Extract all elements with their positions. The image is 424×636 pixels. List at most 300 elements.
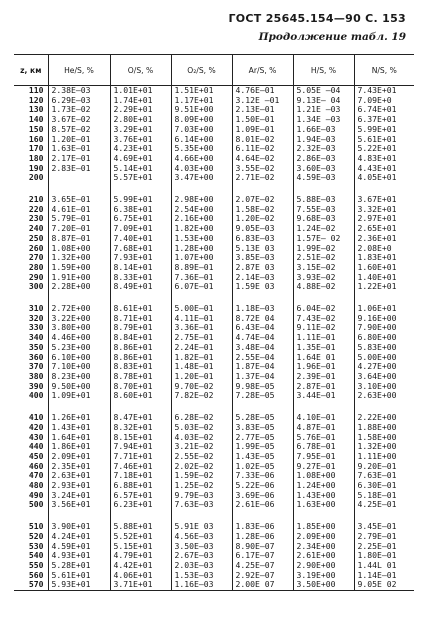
value-cell: 4.56E—03 bbox=[171, 532, 232, 542]
spacer-cell bbox=[354, 292, 414, 304]
value-cell: 2.93E+01 bbox=[48, 481, 110, 491]
value-cell: 4.88E—02 bbox=[293, 282, 354, 292]
value-cell: 1.01E+01 bbox=[110, 86, 171, 96]
value-cell: 5.15E+01 bbox=[110, 542, 171, 552]
value-cell: 4.76E—01 bbox=[232, 86, 293, 96]
value-cell: 4.11E—01 bbox=[171, 314, 232, 324]
table-row bbox=[14, 282, 414, 292]
value-cell: 4.59E—03 bbox=[293, 173, 354, 183]
value-cell: 1.94E—03 bbox=[293, 135, 354, 145]
value-cell: 8.86E+01 bbox=[110, 343, 171, 353]
value-cell: 1.53E+00 bbox=[171, 234, 232, 244]
value-cell: 3.67E—02 bbox=[48, 115, 110, 125]
spacer-cell bbox=[110, 510, 171, 522]
value-cell: 1.43E+01 bbox=[48, 423, 110, 433]
value-cell: 5.03E—02 bbox=[171, 423, 232, 433]
value-cell bbox=[48, 173, 110, 183]
value-cell: 1.64E+01 bbox=[48, 433, 110, 443]
spacer-cell bbox=[14, 183, 48, 195]
value-cell: 2.38E—03 bbox=[48, 86, 110, 96]
value-cell: 2.51E—02 bbox=[293, 253, 354, 263]
value-cell: 1.37E—04 bbox=[232, 372, 293, 382]
value-cell: 8.47E+01 bbox=[110, 413, 171, 423]
value-cell: 1.09E+01 bbox=[48, 391, 110, 401]
table-row bbox=[14, 304, 414, 314]
altitude-cell: 570 bbox=[14, 580, 48, 590]
spacer-cell bbox=[171, 292, 232, 304]
altitude-cell: 290 bbox=[28, 272, 44, 282]
value-cell: 2.07E—02 bbox=[232, 195, 293, 205]
value-cell: 1.28E+00 bbox=[171, 244, 232, 254]
altitude-cell: 550 bbox=[28, 560, 44, 570]
value-cell: 1.80E—01 bbox=[354, 551, 414, 561]
value-cell: 7.63E—01 bbox=[354, 471, 414, 481]
value-cell: 4.25E—07 bbox=[232, 561, 293, 571]
altitude-cell: 400 bbox=[28, 391, 44, 401]
table-row bbox=[14, 571, 414, 581]
value-cell: 5.23E+00 bbox=[48, 343, 110, 353]
value-cell: 1.48E—01 bbox=[171, 362, 232, 372]
value-cell: 1.26E+01 bbox=[48, 413, 110, 423]
altitude-cell: 480 bbox=[28, 481, 44, 491]
table-row bbox=[14, 164, 414, 174]
value-cell: 8.33E+01 bbox=[110, 273, 171, 283]
value-cell: 6.80E+00 bbox=[354, 333, 414, 343]
value-cell: 4.43E+01 bbox=[354, 164, 414, 174]
value-cell: 8.09E+00 bbox=[171, 115, 232, 125]
value-cell: 5.76E—01 bbox=[293, 433, 354, 443]
value-cell: 2.61E—06 bbox=[232, 500, 293, 510]
value-cell: 1.59E+00 bbox=[48, 263, 110, 273]
value-cell: 1.08E+00 bbox=[48, 244, 110, 254]
value-cell: 8.15E+01 bbox=[110, 433, 171, 443]
value-cell: 1.43E—05 bbox=[232, 452, 293, 462]
value-cell: 3.48E—04 bbox=[232, 343, 293, 353]
value-cell: 9.79E—03 bbox=[171, 491, 232, 501]
value-cell: 3.93E—02 bbox=[293, 273, 354, 283]
value-cell: 5.79E—01 bbox=[48, 214, 110, 224]
spacer-cell bbox=[14, 401, 48, 413]
value-cell: 2.63E+00 bbox=[354, 391, 414, 401]
table-row bbox=[14, 224, 414, 234]
value-cell: 2.36E+01 bbox=[354, 234, 414, 244]
table-row bbox=[14, 105, 414, 115]
value-cell: 2.25E—01 bbox=[354, 542, 414, 552]
value-cell: 8.60E+01 bbox=[110, 391, 171, 401]
value-cell: 7.03E+00 bbox=[171, 125, 232, 135]
value-cell: 7.43E+01 bbox=[354, 86, 414, 96]
value-cell: 1.83E—06 bbox=[232, 522, 293, 532]
column-header-he: He/S, % bbox=[48, 55, 110, 86]
value-cell: 8.01E—02 bbox=[232, 135, 293, 145]
value-cell: 1.21E —03 bbox=[293, 105, 354, 115]
value-cell: 3.15E—02 bbox=[293, 263, 354, 273]
altitude-cell: 220 bbox=[28, 204, 44, 214]
table-row bbox=[14, 173, 414, 183]
value-cell: 2.32E—03 bbox=[293, 144, 354, 154]
value-cell: 1.63E—01 bbox=[48, 144, 110, 154]
value-cell: 3.69E—06 bbox=[232, 491, 293, 501]
spacer-cell bbox=[110, 401, 171, 413]
table-row bbox=[14, 481, 414, 491]
value-cell: 2.90E+00 bbox=[293, 561, 354, 571]
value-cell: 1.07E+00 bbox=[171, 253, 232, 263]
spacer-cell bbox=[354, 183, 414, 195]
value-cell: 8.14E+01 bbox=[110, 263, 171, 273]
value-cell: 1.99E—02 bbox=[293, 244, 354, 254]
value-cell: 2.35E+01 bbox=[48, 462, 110, 472]
altitude-cell: 530 bbox=[28, 541, 44, 551]
value-cell: 8.90E—07 bbox=[232, 542, 293, 552]
spacer-cell bbox=[232, 292, 293, 304]
altitude-cell: 160 bbox=[28, 134, 44, 144]
value-cell: 9.20E—01 bbox=[354, 462, 414, 472]
value-cell: 1.63E+00 bbox=[293, 500, 354, 510]
column-header-h: H/S, % bbox=[293, 55, 354, 86]
value-cell: 1.17E+01 bbox=[171, 96, 232, 106]
value-cell: 8.72E 04 bbox=[232, 314, 293, 324]
value-cell: 3.22E+00 bbox=[48, 314, 110, 324]
column-header-n: N/S, % bbox=[354, 55, 414, 86]
table-row bbox=[14, 195, 414, 205]
altitude-cell: 520 bbox=[28, 531, 44, 541]
value-cell: 8.57E—02 bbox=[48, 125, 110, 135]
table-row bbox=[14, 442, 414, 452]
table-row bbox=[14, 253, 414, 263]
altitude-cell: 140 bbox=[28, 115, 44, 125]
value-cell: 1.14E—01 bbox=[354, 571, 414, 581]
value-cell: 2.83E—01 bbox=[48, 164, 110, 174]
value-cell: 8.83E+01 bbox=[110, 362, 171, 372]
altitude-cell: 110 bbox=[28, 85, 44, 95]
value-cell: 2.29E+01 bbox=[110, 105, 171, 115]
spacer-cell bbox=[14, 510, 48, 522]
value-cell: 7.94E+01 bbox=[110, 442, 171, 452]
value-cell: 2.75E—01 bbox=[171, 333, 232, 343]
value-cell: 2.03E—03 bbox=[171, 561, 232, 571]
altitude-cell: 280 bbox=[28, 262, 44, 272]
value-cell: 1.24E+00 bbox=[293, 481, 354, 491]
value-cell: 2.09E+01 bbox=[48, 452, 110, 462]
value-cell: 1.20E—01 bbox=[48, 135, 110, 145]
spacer-cell bbox=[48, 510, 110, 522]
value-cell: 8.89E—01 bbox=[171, 263, 232, 273]
altitude-cell: 240 bbox=[28, 224, 44, 234]
value-cell: 2.13E—01 bbox=[232, 105, 293, 115]
altitude-cell: 120 bbox=[28, 95, 44, 105]
spacer-cell bbox=[354, 510, 414, 522]
value-cell: 9.98E—05 bbox=[232, 382, 293, 392]
value-cell: 3.21E—02 bbox=[171, 442, 232, 452]
spacer-cell bbox=[293, 183, 354, 195]
value-cell: 1.60E+01 bbox=[354, 263, 414, 273]
value-cell: 4.87E—01 bbox=[293, 423, 354, 433]
spacer-cell bbox=[232, 510, 293, 522]
altitude-cell: 560 bbox=[28, 570, 44, 580]
value-cell: 7.46E+01 bbox=[110, 462, 171, 472]
value-cell: 6.83E—03 bbox=[232, 234, 293, 244]
value-cell: 1.50E—01 bbox=[232, 115, 293, 125]
table-row bbox=[14, 452, 414, 462]
value-cell: 9.68E—03 bbox=[293, 214, 354, 224]
value-cell: 1.16E—03 bbox=[171, 580, 232, 590]
table-row bbox=[14, 214, 414, 224]
page-header-title: ГОСТ 25645.154—90 С. 153 bbox=[228, 12, 406, 25]
value-cell: 3.83E—05 bbox=[232, 423, 293, 433]
spacer-cell bbox=[293, 401, 354, 413]
value-cell: 3.60E—03 bbox=[293, 164, 354, 174]
spacer-cell bbox=[354, 401, 414, 413]
table-row bbox=[14, 372, 414, 382]
value-cell: 7.93E+01 bbox=[110, 253, 171, 263]
altitude-cell: 490 bbox=[28, 490, 44, 500]
table-row bbox=[14, 382, 414, 392]
value-cell: 7.09E+01 bbox=[110, 224, 171, 234]
value-cell: 1.32E+00 bbox=[354, 442, 414, 452]
value-cell: 4.64E—02 bbox=[232, 154, 293, 164]
value-cell: 4.24E+01 bbox=[48, 532, 110, 542]
spacer-cell bbox=[232, 183, 293, 195]
value-cell: 3.44E—01 bbox=[293, 391, 354, 401]
group-spacer bbox=[14, 183, 414, 195]
altitude-cell: 410 bbox=[28, 413, 44, 423]
value-cell: 6.57E+01 bbox=[110, 491, 171, 501]
altitude-cell: 230 bbox=[28, 214, 44, 224]
value-cell: 4.46E+00 bbox=[48, 333, 110, 343]
table-row bbox=[14, 462, 414, 472]
value-cell: 4.05E+01 bbox=[354, 173, 414, 183]
altitude-cell: 390 bbox=[28, 381, 44, 391]
value-cell: 8.61E+01 bbox=[110, 304, 171, 314]
spacer-cell bbox=[48, 292, 110, 304]
value-cell: 7.68E+01 bbox=[110, 244, 171, 254]
table-row bbox=[14, 391, 414, 401]
value-cell: 5.93E+01 bbox=[48, 580, 110, 590]
spacer-cell bbox=[48, 401, 110, 413]
value-cell: 2.92E—07 bbox=[232, 571, 293, 581]
group-spacer bbox=[14, 292, 414, 304]
value-cell: 4.03E+00 bbox=[171, 164, 232, 174]
value-cell: 1.91E+00 bbox=[48, 273, 110, 283]
value-cell: 4.93E+01 bbox=[48, 551, 110, 561]
table-row bbox=[14, 115, 414, 125]
value-cell: 4.79E+01 bbox=[110, 551, 171, 561]
table-row bbox=[14, 423, 414, 433]
value-cell: 3.47E+00 bbox=[171, 173, 232, 183]
value-cell: 3.50E+00 bbox=[293, 580, 354, 590]
spacer-cell bbox=[293, 510, 354, 522]
table-row bbox=[14, 135, 414, 145]
table-row bbox=[14, 561, 414, 571]
value-cell: 7.36E—01 bbox=[171, 273, 232, 283]
value-cell: 8.78E+01 bbox=[110, 372, 171, 382]
value-cell: 6.74E+01 bbox=[354, 105, 414, 115]
value-cell: 2.61E+00 bbox=[293, 551, 354, 561]
altitude-cell: 430 bbox=[28, 432, 44, 442]
value-cell: 5.00E—01 bbox=[171, 304, 232, 314]
altitude-cell: 310 bbox=[28, 304, 44, 314]
value-cell: 2.09E+00 bbox=[293, 532, 354, 542]
altitude-cell: 420 bbox=[28, 422, 44, 432]
value-cell: 4.42E+01 bbox=[110, 561, 171, 571]
value-cell: 2.87E—01 bbox=[293, 382, 354, 392]
value-cell: 5.14E+01 bbox=[110, 164, 171, 174]
value-cell: 5.91E 03 bbox=[171, 522, 232, 532]
table-row bbox=[14, 86, 414, 96]
table-row bbox=[14, 522, 414, 532]
table-row bbox=[14, 362, 414, 372]
value-cell: 1.28E—06 bbox=[232, 532, 293, 542]
table-row bbox=[14, 471, 414, 481]
table-row bbox=[14, 551, 414, 561]
value-cell: 1.59E—02 bbox=[171, 471, 232, 481]
spacer-cell bbox=[171, 183, 232, 195]
value-cell: 1.20E—01 bbox=[171, 372, 232, 382]
value-cell: 6.11E—02 bbox=[232, 144, 293, 154]
value-cell: 1.11E—01 bbox=[293, 333, 354, 343]
value-cell: 6.75E+01 bbox=[110, 214, 171, 224]
value-cell: 5.99E+01 bbox=[354, 125, 414, 135]
value-cell: 3.85E—03 bbox=[232, 253, 293, 263]
value-cell: 6.30E—01 bbox=[354, 481, 414, 491]
value-cell: 5.28E+01 bbox=[48, 561, 110, 571]
value-cell: 7.95E—01 bbox=[293, 452, 354, 462]
altitude-cell: 380 bbox=[28, 371, 44, 381]
altitude-cell: 340 bbox=[28, 333, 44, 343]
value-cell: 1.43E+00 bbox=[293, 491, 354, 501]
column-header-z: z, км bbox=[14, 55, 48, 86]
value-cell: 6.14E+00 bbox=[171, 135, 232, 145]
value-cell: 7.10E+00 bbox=[48, 362, 110, 372]
value-cell: 2.24E—01 bbox=[171, 343, 232, 353]
value-cell: 5.57E+01 bbox=[110, 173, 171, 183]
table-row bbox=[14, 125, 414, 135]
value-cell: 3.19E+00 bbox=[293, 571, 354, 581]
spacer-cell bbox=[14, 292, 48, 304]
table-row bbox=[14, 532, 414, 542]
value-cell: 8.49E+01 bbox=[110, 282, 171, 292]
altitude-cell: 460 bbox=[28, 461, 44, 471]
value-cell: 2.79E—01 bbox=[354, 532, 414, 542]
value-cell: 1.20E—02 bbox=[232, 214, 293, 224]
value-cell: 9.13E— 04 bbox=[293, 96, 354, 106]
data-table bbox=[14, 54, 414, 591]
value-cell: 3.50E—03 bbox=[171, 542, 232, 552]
value-cell: 8.87E—01 bbox=[48, 234, 110, 244]
column-header-ar: Ar/S, % bbox=[232, 55, 293, 86]
spacer-cell bbox=[48, 183, 110, 195]
value-cell: 1.18E—03 bbox=[232, 304, 293, 314]
value-cell: 8.86E+01 bbox=[110, 353, 171, 363]
value-cell: 4.03E—02 bbox=[171, 433, 232, 443]
value-cell: 3.64E+00 bbox=[354, 372, 414, 382]
value-cell: 1.02E—05 bbox=[232, 462, 293, 472]
altitude-cell: 370 bbox=[28, 362, 44, 372]
value-cell: 7.71E+01 bbox=[110, 452, 171, 462]
table-row bbox=[14, 353, 414, 363]
table-row bbox=[14, 500, 414, 510]
value-cell: 3.29E+01 bbox=[110, 125, 171, 135]
table-row bbox=[14, 273, 414, 283]
table-body bbox=[14, 86, 414, 591]
value-cell: 6.88E+01 bbox=[110, 481, 171, 491]
value-cell: 3.80E+00 bbox=[48, 323, 110, 333]
value-cell: 2.14E—03 bbox=[232, 273, 293, 283]
value-cell: 1.64E 01 bbox=[293, 353, 354, 363]
value-cell: 5.00E+00 bbox=[354, 353, 414, 363]
spacer-cell bbox=[110, 183, 171, 195]
spacer-cell bbox=[110, 292, 171, 304]
value-cell: 2.80E+01 bbox=[110, 115, 171, 125]
value-cell: 6.10E+00 bbox=[48, 353, 110, 363]
spacer-cell bbox=[171, 401, 232, 413]
value-cell: 1.85E+00 bbox=[293, 522, 354, 532]
value-cell: 7.40E+01 bbox=[110, 234, 171, 244]
group-spacer bbox=[14, 510, 414, 522]
value-cell: 2.87E 03 bbox=[232, 263, 293, 273]
value-cell: 1.74E+01 bbox=[110, 96, 171, 106]
spacer-cell bbox=[171, 510, 232, 522]
table-continuation-caption: Продолжение табл. 19 bbox=[258, 31, 406, 43]
value-cell: 3.90E+01 bbox=[48, 522, 110, 532]
value-cell: 2.98E+00 bbox=[171, 195, 232, 205]
value-cell: 5.61E+01 bbox=[354, 135, 414, 145]
value-cell: 6.29E—03 bbox=[48, 96, 110, 106]
value-cell: 8.32E+01 bbox=[110, 423, 171, 433]
table-row bbox=[14, 343, 414, 353]
table-row bbox=[14, 244, 414, 254]
value-cell: 1.44L 01 bbox=[354, 561, 414, 571]
value-cell: 8.84E+01 bbox=[110, 333, 171, 343]
value-cell: 5.05E —04 bbox=[293, 86, 354, 96]
table-row bbox=[14, 580, 414, 590]
altitude-cell: 440 bbox=[28, 442, 44, 452]
value-cell: 4.06E+01 bbox=[110, 571, 171, 581]
group-spacer bbox=[14, 401, 414, 413]
altitude-cell: 360 bbox=[28, 352, 44, 362]
altitude-cell: 470 bbox=[28, 471, 44, 481]
value-cell: 2.72E+00 bbox=[48, 304, 110, 314]
spacer-cell bbox=[232, 401, 293, 413]
table-row bbox=[14, 144, 414, 154]
altitude-cell: 330 bbox=[28, 323, 44, 333]
value-cell: 8.79E+01 bbox=[110, 323, 171, 333]
value-cell: 3.56E+01 bbox=[48, 500, 110, 510]
value-cell: 8.70E+01 bbox=[110, 382, 171, 392]
value-cell: 7.28E—05 bbox=[232, 391, 293, 401]
value-cell: 2.97E+01 bbox=[354, 214, 414, 224]
value-cell: 1.09E—01 bbox=[232, 125, 293, 135]
value-cell: 2.54E+00 bbox=[171, 205, 232, 215]
value-cell: 4.69E+01 bbox=[110, 154, 171, 164]
value-cell: 3.12E —01 bbox=[232, 96, 293, 106]
value-cell: 1.22E+01 bbox=[354, 282, 414, 292]
altitude-cell: 500 bbox=[28, 500, 44, 510]
value-cell: 1.58E—02 bbox=[232, 205, 293, 215]
value-cell: 4.74E—04 bbox=[232, 333, 293, 343]
value-cell: 3.10E+00 bbox=[354, 382, 414, 392]
value-cell: 7.18E+01 bbox=[110, 471, 171, 481]
table-row bbox=[14, 96, 414, 106]
value-cell: 2.67E—03 bbox=[171, 551, 232, 561]
value-cell: 1.83E+01 bbox=[354, 253, 414, 263]
value-cell: 4.27E+00 bbox=[354, 362, 414, 372]
value-cell: 1.53E—03 bbox=[171, 571, 232, 581]
altitude-cell: 130 bbox=[28, 105, 44, 115]
value-cell: 5.35E+00 bbox=[171, 144, 232, 154]
value-cell: 5.88E—03 bbox=[293, 195, 354, 205]
value-cell: 3.55E—02 bbox=[232, 164, 293, 174]
